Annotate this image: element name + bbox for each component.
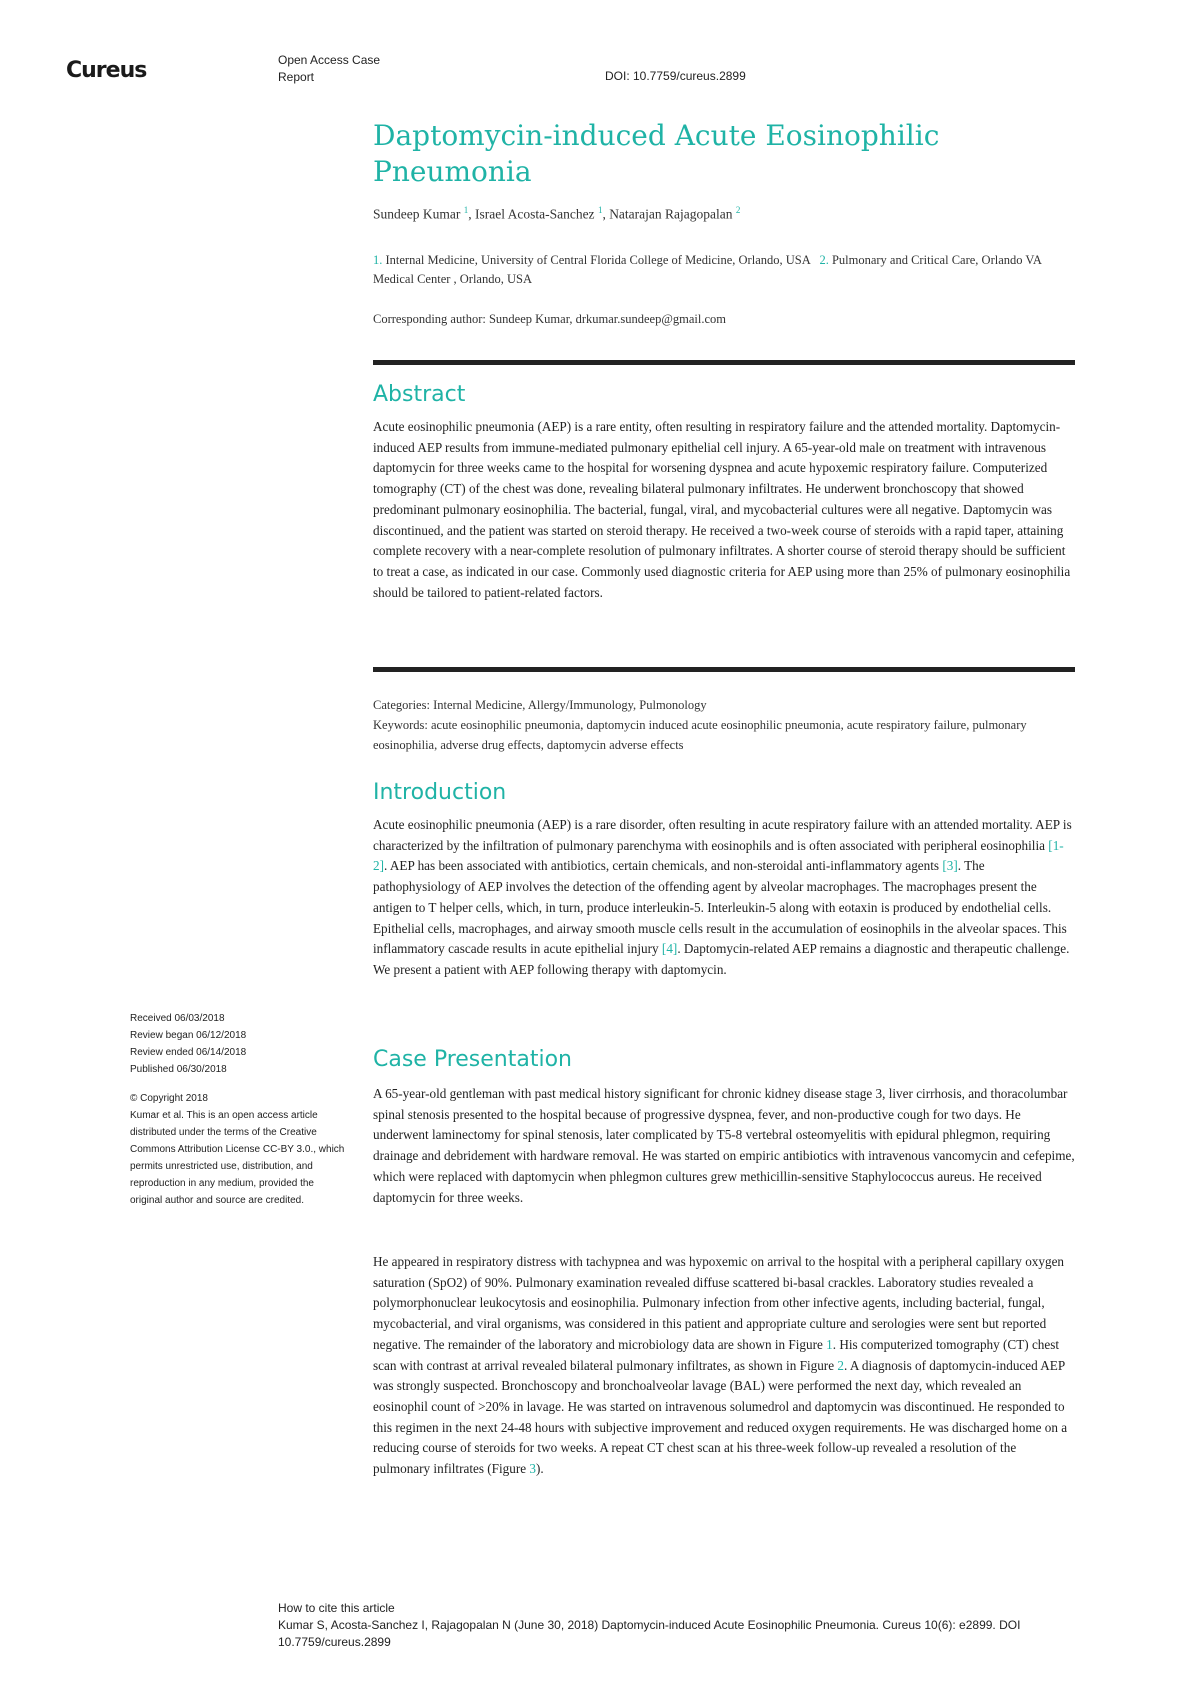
copyright: © Copyright 2018	[130, 1093, 208, 1104]
introduction-part: . The pathophysiology of AEP involves the detection of the offending agent by alveolar macrophages. The macrophages present the antigen to T helper cells, which, in turn, produce interleukin-5. Interleukin-5 along with eotaxin is produced by endothelial cells. Epithelial cells, macrophages, and airway smooth muscle cells result in the accumulation of eosinophils in the alveolar spaces. This inflammatory cascade results in acute epithelial injury	[373, 858, 1067, 957]
author-affiliation-mark: 2	[735, 205, 741, 215]
article-type: Open Access Case Report	[278, 53, 381, 84]
corresponding-author	[373, 312, 1075, 327]
author-name[interactable]: Sundeep Kumar	[373, 206, 461, 222]
affiliation-number: 2.	[819, 253, 829, 267]
date-published: Published 06/30/2018	[130, 1064, 227, 1075]
case-part: He appeared in respiratory distress with tachypnea and was hypoxemic on arrival to the hospital with a peripheral capillary oxygen saturation (SpO2) of 90%. Pulmonary examination revealed diffuse scattered bi-basal crackles. Laboratory studies revealed a polymorphonuclear leukocytosis and eosinophilia. Pulmonary infection from other infective agents, including bacterial, fungal, mycobacterial, and viral organisms, was considered in this patient and appropriate culture and serologies were sent but reported negative. The remainder of the laboratory and microbiology data are shown in Figure	[373, 1254, 1065, 1352]
citation-text: Kumar S, Acosta-Sanchez I, Rajagopalan N (June 30, 2018) Daptomycin-induced Acute Eosinophilic Pneumonia. Cureus 10(6): e2899. DOI 10.7759/cureus.2899	[278, 1618, 1021, 1649]
copyright-block	[130, 1090, 345, 1209]
abstract-text: Acute eosinophilic pneumonia (AEP) is a rare entity, often resulting in respiratory failure and the attended mortality. Daptomycin-induced AEP results from immune-mediated pulmonary epithelial cell injury. A 65-year-old male on treatment with intravenous daptomycin for three weeks came to the hospital for worsening dyspnea and acute hypoxemic respiratory failure. Computerized tomography (CT) of the chest was done, revealing bilateral pulmonary infiltrates. He underwent bronchoscopy that showed predominant pulmonary eosinophilia. The bacterial, fungal, viral, and mycobacterial cultures were all negative. Daptomycin was discontinued, and the patient was started on steroid therapy. He received a two-week course of steroids with a rapid taper, attaining complete recovery with a near-complete resolution of pulmonary infiltrates. A shorter course of steroid therapy should be sufficient to treat a case, as indicated in our case. Commonly used diagnostic criteria for AEP using more than 25% of pulmonary eosinophilia should be tailored to patient-related factors.	[373, 419, 1071, 600]
citation-link[interactable]: [4]	[661, 941, 678, 957]
journal-logo: Cureus	[66, 58, 147, 83]
figure-link[interactable]: 3	[529, 1461, 536, 1477]
introduction-text	[373, 815, 1075, 981]
figure-link[interactable]: 1	[826, 1336, 833, 1352]
case-part: . A diagnosis of daptomycin-induced AEP was strongly suspected. Bronchoscopy and bronchoalveolar lavage (BAL) were performed the next day, which revealed an eosinophil count of >20% in lavage. He was started on intravenous solumedrol and daptomycin was discontinued. He responded to this regimen in the next 24-48 hours with subjective improvement and reduced oxygen requirements. He was discharged home on a reducing course of steroids for two weeks. A repeat CT chest scan at his three-week follow-up revealed a resolution of the pulmonary infiltrates (Figure	[373, 1357, 1068, 1477]
affiliation-text: Pulmonary and Critical Care, Orlando VA Medical Center , Orlando, USA	[373, 253, 1042, 286]
citation-link[interactable]: [3]	[942, 858, 958, 874]
categories	[373, 695, 1075, 715]
license-text: Kumar et al. This is an open access article distributed under the terms of the Creative Commons Attribution License CC-BY 3.0., which permits unrestricted use, distribution, and reproduction in any medium, provided the original author and source are credited.	[130, 1110, 345, 1206]
how-to-cite	[278, 1600, 1118, 1651]
author-list: Sundeep Kumar $^1$, Israel Acosta-Sanchez $^1$, Natarajan Rajagopalan $^2$	[373, 205, 741, 222]
corresponding-label: Corresponding author:	[373, 312, 486, 326]
publication-dates	[130, 1010, 345, 1078]
section-divider	[373, 667, 1075, 672]
author-affiliation-mark: 1	[597, 205, 603, 215]
date-review-began: Review began 06/12/2018	[130, 1030, 247, 1041]
case-part: ).	[535, 1461, 544, 1477]
affiliation-number: 1.	[373, 253, 383, 267]
section-divider	[373, 360, 1075, 365]
affiliations	[373, 251, 1075, 289]
article-title: Daptomycin-induced Acute Eosinophilic Pneumonia	[373, 119, 940, 188]
affiliation-text: Internal Medicine, University of Central Florida College of Medicine, Orlando, USA	[385, 253, 811, 267]
categories-value: Internal Medicine, Allergy/Immunology, Pulmonology	[433, 698, 707, 712]
keywords-label: Keywords:	[373, 718, 428, 732]
figure-link[interactable]: 2	[837, 1357, 844, 1373]
author-name[interactable]: Israel Acosta-Sanchez	[474, 206, 595, 222]
case-part: . His computerized tomography (CT) chest scan with contrast at arrival revealed bilateral pulmonary infiltrates, as shown in Figure	[373, 1336, 1060, 1373]
how-to-cite-heading: How to cite this article	[278, 1601, 395, 1615]
date-review-ended: Review ended 06/14/2018	[130, 1047, 247, 1058]
author-affiliation-mark: 1	[463, 205, 469, 215]
categories-keywords	[373, 695, 1075, 755]
case-heading: Case Presentation	[373, 1047, 572, 1072]
author-name[interactable]: Natarajan Rajagopalan	[609, 206, 733, 222]
keywords	[373, 715, 1075, 755]
doi[interactable]: DOI: 10.7759/cureus.2899	[605, 69, 746, 83]
abstract-heading: Abstract	[373, 382, 466, 407]
case-paragraph-2	[373, 1252, 1075, 1480]
corresponding-value[interactable]: Sundeep Kumar, drkumar.sundeep@gmail.com	[488, 312, 726, 326]
introduction-heading: Introduction	[373, 780, 507, 805]
introduction-part: Acute eosinophilic pneumonia (AEP) is a rare disorder, often resulting in acute respiratory failure with an attended mortality. AEP is characterized by the infiltration of pulmonary parenchyma with eosinophils and is often associated with peripheral eosinophilia	[373, 817, 1072, 853]
introduction-part: . AEP has been associated with antibiotics, certain chemicals, and non-steroidal anti-inflammatory agents	[384, 858, 943, 874]
case-paragraph-1: A 65-year-old gentleman with past medical history significant for chronic kidney disease stage 3, liver cirrhosis, and thoracolumbar spinal stenosis presented to the hospital because of progressive dyspnea, fever, and non-productive cough for two days. He underwent laminectomy for spinal stenosis, later complicated by T5-8 vertebral osteomyelitis with epidural phlegmon, requiring drainage and debridement with hardware removal. He was started on empiric antibiotics with intravenous vancomycin and cefepime, which were replaced with daptomycin when phlegmon cultures grew methicillin-sensitive Staphylococcus aureus. He received daptomycin for three weeks.	[373, 1086, 1075, 1205]
keywords-value: acute eosinophilic pneumonia, daptomycin induced acute eosinophilic pneumonia, acute respiratory failure, pulmonary eosinophilia, adverse drug effects, daptomycin adverse effects	[373, 718, 1027, 752]
citation-link[interactable]: [1-2]	[373, 837, 1064, 874]
introduction-part: . Daptomycin-related AEP remains a diagnostic and therapeutic challenge. We present a patient with AEP following therapy with daptomycin.	[373, 941, 1070, 977]
date-received: Received 06/03/2018	[130, 1013, 225, 1024]
categories-label: Categories:	[373, 698, 430, 712]
